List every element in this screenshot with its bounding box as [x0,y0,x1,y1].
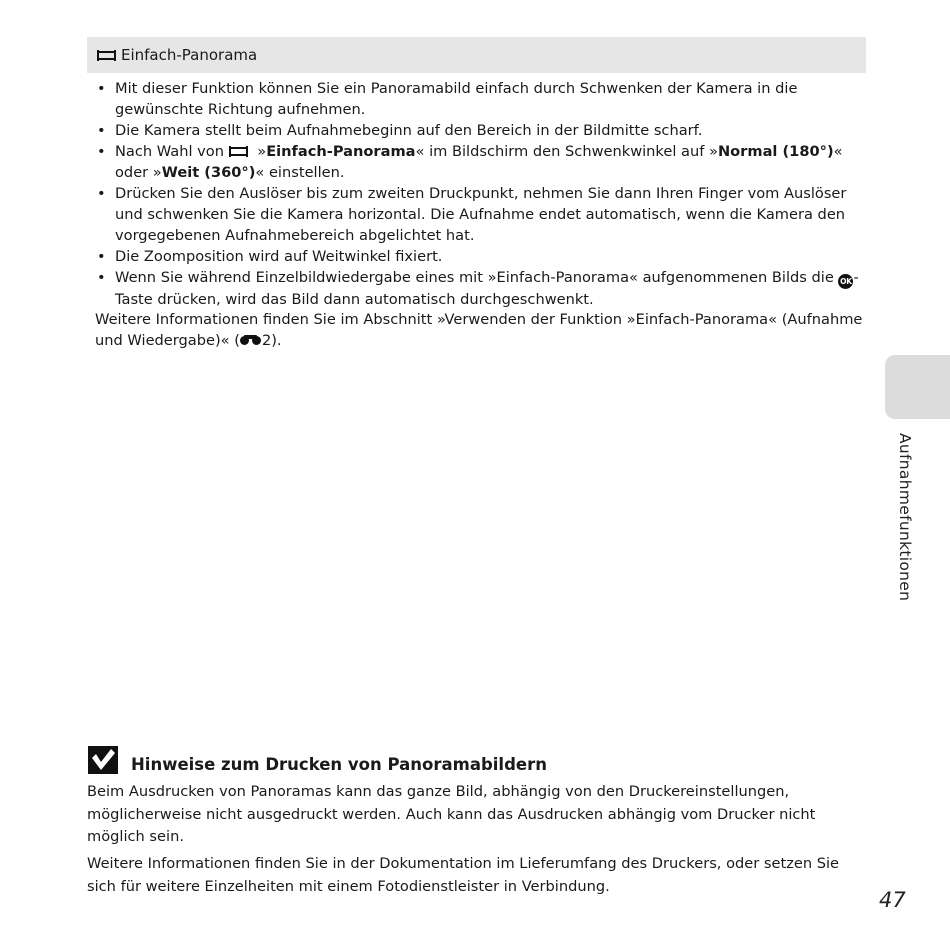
reference-binoculars-icon [240,334,262,346]
check-note-icon [88,746,118,774]
panorama-icon [229,146,248,157]
chapter-tab [885,355,950,419]
menu-option-weit: Weit (360°) [161,164,256,181]
section-title: Einfach-Panorama [121,46,258,64]
list-item: • Wenn Sie während Einzelbildwiedergabe eines mit »Einfach-Panorama« aufgenommenen Bilds die OK -Taste drücken, wird das Bild dann automatisch durchgeschwenkt. [95,267,865,310]
note-title: Hinweise zum Drucken von Panoramabildern [131,754,547,774]
panorama-icon [97,50,116,61]
list-item: • Mit dieser Funktion können Sie ein Panoramabild einfach durch Schwenken der Kamera in die gewünschte Richtung aufnehmen. [95,78,865,120]
list-item: • Drücken Sie den Auslöser bis zum zweiten Druckpunkt, nehmen Sie dann Ihren Finger vom Auslöser und schwenken Sie die Kamera horizontal. Die Aufnahme endet automatisch, wenn die Kamera den vorgegebenen Aufnahmebereich abgelichtet hat. [95,183,865,246]
note-paragraph: Beim Ausdrucken von Panoramas kann das ganze Bild, abhängig von den Druckereinstellungen, möglicherweise nicht ausgedruckt werden. Auch kann das Ausdrucken abhängig vom Drucker nicht möglich sein. [87,783,816,845]
note-heading [88,746,547,774]
list-item: • Nach Wahl von »Einfach-Panorama« im Bildschirm den Schwenkwinkel auf »Normal (180°)« oder »Weit (360°)« einstellen. [95,141,865,183]
list-item: • Die Zoomposition wird auf Weitwinkel fixiert. [95,246,865,267]
bullet-list [95,78,865,310]
menu-option-einfach-panorama: Einfach-Panorama [266,143,416,160]
ok-button-icon: OK [838,274,853,289]
list-item: • Die Kamera stellt beim Aufnahmebeginn auf den Bereich in der Bildmitte scharf. [95,120,865,141]
more-info-text: Weitere Informationen finden Sie im Abschnitt »Verwenden der Funktion »Einfach-Panorama« (Aufnahme und Wiedergabe)« ( 2). [95,311,863,349]
section-header [87,37,866,73]
note-paragraph: Weitere Informationen finden Sie in der Dokumentation im Lieferumfang des Druckers, oder setzen Sie sich für weitere Einzelheiten mit einem Fotodienstleister in Verbindung. [87,855,840,895]
menu-option-normal: Normal (180°) [717,143,834,160]
page-number: 47 [879,888,906,912]
chapter-label: Aufnahmefunktionen [896,433,914,602]
